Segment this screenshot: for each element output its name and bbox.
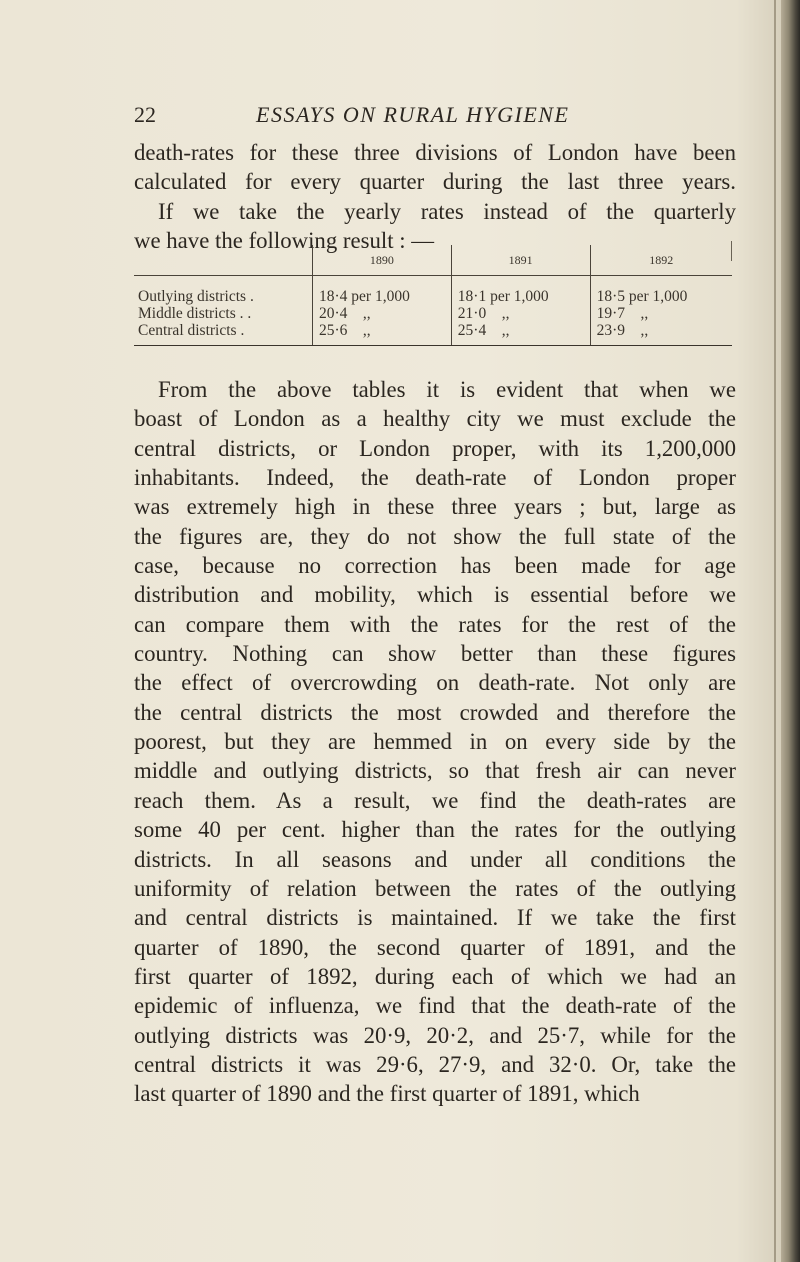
text-line: was extremely high in these three years ; but, large as <box>134 494 736 520</box>
rates-1892-cell <box>590 276 732 346</box>
text-line: some 40 per cent. higher than the rates for the outlying <box>134 817 736 843</box>
death-rate-table <box>134 245 732 346</box>
text-line: last quarter of 1890 and the first quarter of 1891, which <box>134 1081 640 1107</box>
table-header-1891: 1891 <box>451 245 590 276</box>
rates-1890-cell <box>313 276 452 346</box>
rate-value: 19·7 ,, <box>596 305 649 322</box>
rates-1891-cell <box>451 276 590 346</box>
page-gutter-line <box>774 0 776 1262</box>
table-header-blank <box>134 245 313 276</box>
page-edge-shadow <box>781 0 800 1262</box>
text-line: the central districts the most crowded and therefore the <box>134 699 736 725</box>
text-line: boast of London as a healthy city we must exclude the <box>134 406 736 432</box>
text-line: the figures are, they do not show the full state of the <box>134 523 736 549</box>
rate-value: 20·4 ,, <box>319 305 371 322</box>
text-line: first quarter of 1892, during each of which we had an <box>134 963 736 989</box>
text-line: uniformity of relation between the rates of the outlying <box>134 875 736 901</box>
text-line: death-rates for these three divisions of London have been <box>134 140 736 165</box>
table-row <box>134 276 732 346</box>
rate-value: 18·4 per 1,000 <box>319 288 410 305</box>
text-line: If we take the yearly rates instead of the quarterly <box>158 198 736 224</box>
text-line: central districts it was 29·6, 27·9, and 32·0. Or, take the <box>134 1051 736 1077</box>
district-label-central: Central districts . <box>138 322 245 339</box>
rate-value: 21·0 ,, <box>457 305 510 322</box>
text-line: inhabitants. Indeed, the death-rate of London proper <box>134 465 736 491</box>
rate-value: 18·5 per 1,000 <box>596 288 688 305</box>
paragraph-intro <box>134 138 736 255</box>
text-line: we have the following result : — <box>134 228 435 254</box>
rate-value: 23·9 ,, <box>596 322 649 339</box>
text-line: can compare them with the rates for the rest of the <box>134 611 736 637</box>
text-line: case, because no correction has been made for age <box>134 553 736 579</box>
district-label-middle: Middle districts . . <box>138 305 252 322</box>
table-header-row <box>134 245 732 276</box>
table-header-1890: 1890 <box>313 245 452 276</box>
text-line: reach them. As a result, we find the death-rates are <box>134 787 736 813</box>
text-line: calculated for every quarter during the last three years. <box>134 169 736 195</box>
text-line: central districts, or London proper, with its 1,200,000 <box>134 435 736 461</box>
text-line: and central districts is maintained. If we take the first <box>134 905 736 931</box>
running-title: ESSAYS ON RURAL HYGIENE <box>256 102 570 127</box>
text-line: outlying districts was 20·9, 20·2, and 25·7, while for the <box>134 1022 736 1048</box>
text-line: districts. In all seasons and under all conditions the <box>134 846 736 872</box>
rate-value: 25·6 ,, <box>319 322 371 339</box>
text-line: middle and outlying districts, so that fresh air can never <box>134 758 736 784</box>
running-head <box>134 102 774 132</box>
rate-value: 25·4 ,, <box>457 322 510 339</box>
text-line: the effect of overcrowding on death-rate. Not only are <box>134 670 736 696</box>
text-line: epidemic of influenza, we find that the death-rate of the <box>134 993 736 1019</box>
paragraph-body <box>134 375 736 1109</box>
text-line: From the above tables it is evident that when we <box>158 377 736 402</box>
rate-value: 18·1 per 1,000 <box>457 288 549 305</box>
text-line: distribution and mobility, which is essential before we <box>134 582 736 608</box>
page-number: 22 <box>134 102 156 127</box>
text-line: quarter of 1890, the second quarter of 1891, and the <box>134 934 736 960</box>
district-labels-cell <box>134 276 313 346</box>
district-label-outlying: Outlying districts . <box>138 288 254 305</box>
text-line: country. Nothing can show better than these figures <box>134 641 736 667</box>
text-line: poorest, but they are hemmed in on every side by the <box>134 729 736 755</box>
table-header-1892: 1892 <box>590 245 732 276</box>
